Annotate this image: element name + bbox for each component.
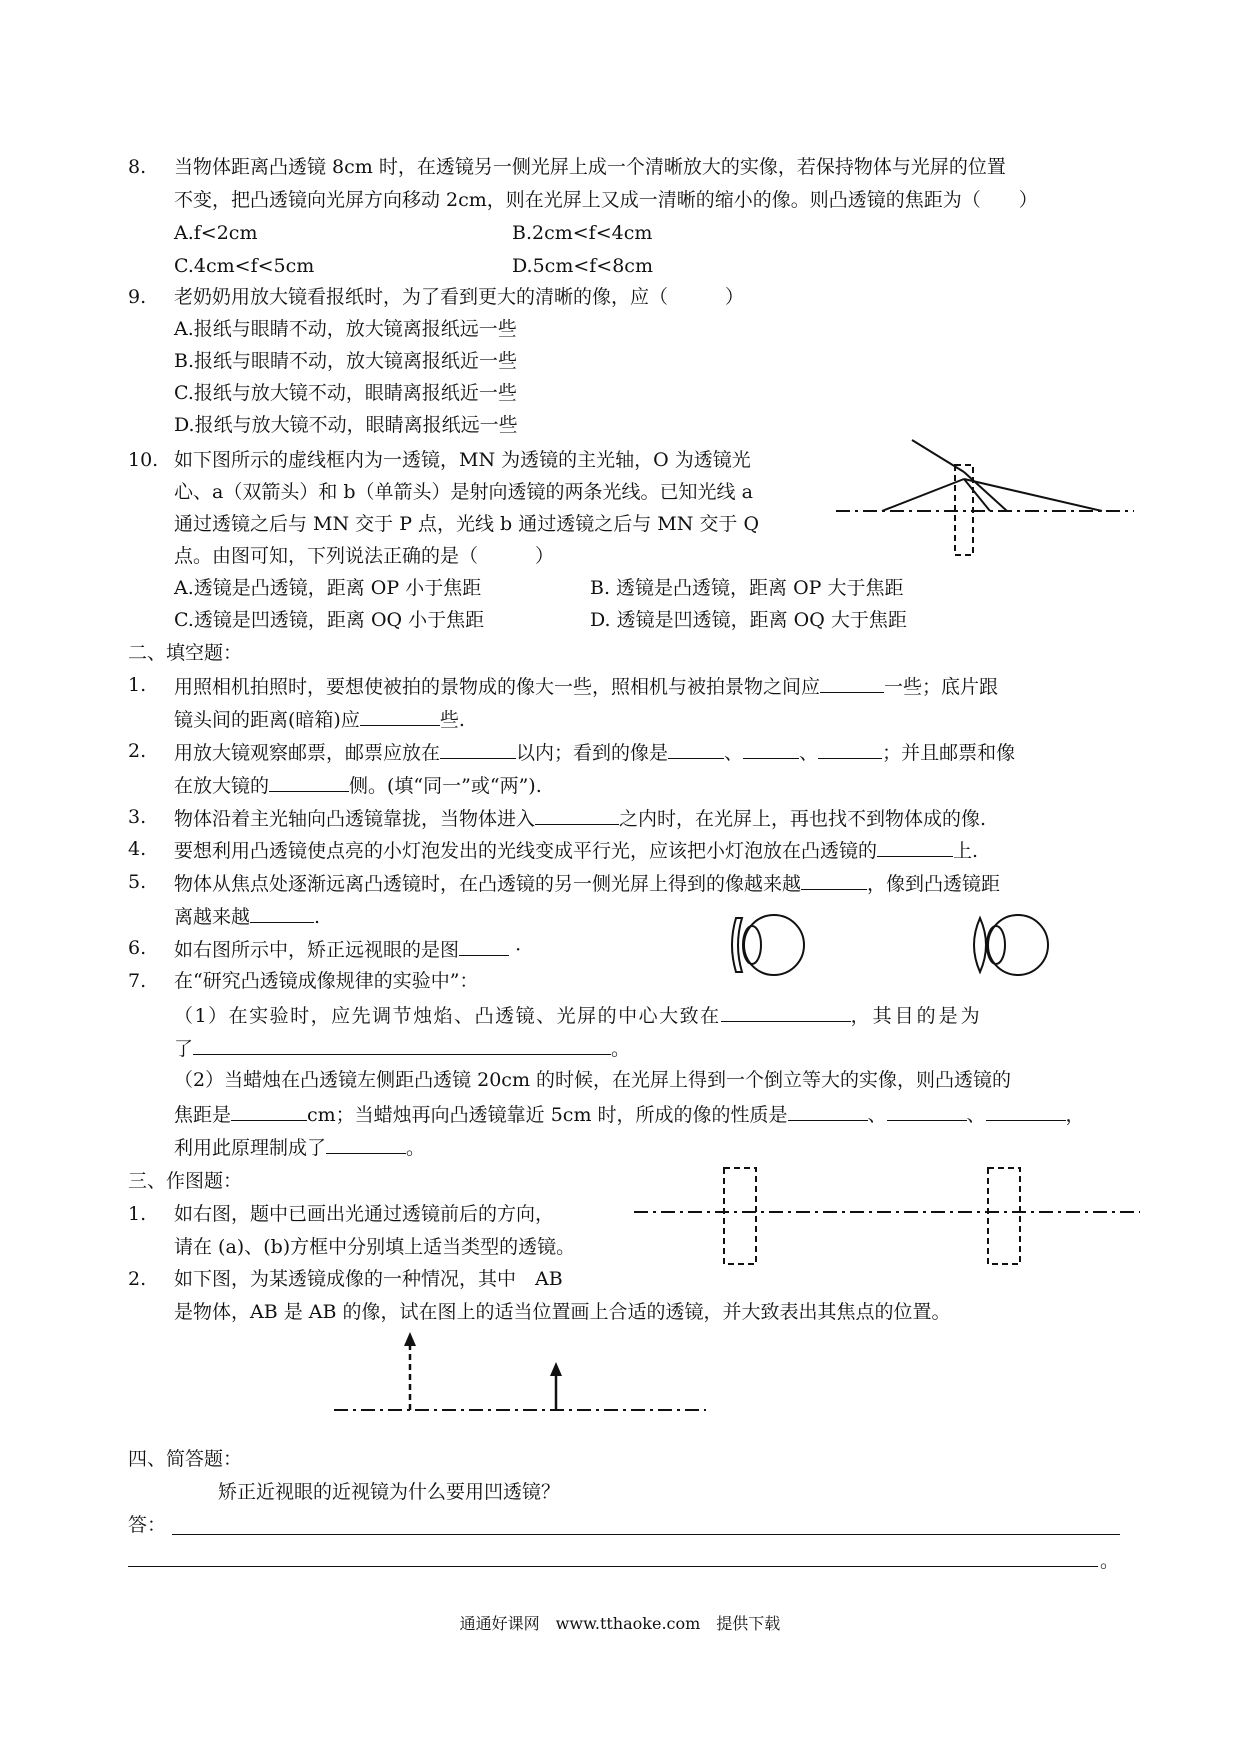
- s2q2-blank-1[interactable]: [440, 738, 516, 759]
- q10-option-c: C.透镜是凹透镜，距离 OQ 小于焦距: [174, 609, 485, 631]
- s2q2-blank-2[interactable]: [668, 738, 724, 759]
- s3q1-number: 1.: [128, 1203, 147, 1225]
- q9-option-a: A.报纸与眼睛不动，放大镜离报纸远一些: [174, 318, 517, 340]
- eye-lens: [987, 926, 1005, 964]
- s2q5-blank-1[interactable]: [801, 869, 867, 890]
- q10-option-b: B. 透镜是凸透镜，距离 OP 大于焦距: [590, 577, 904, 599]
- s2q5-text-d: .: [314, 906, 321, 928]
- s4-answer-label: 答：: [128, 1514, 167, 1536]
- s2q1-line2: [174, 705, 465, 733]
- s2q2-number: 2.: [128, 740, 147, 762]
- q10-lens-diagram: [830, 430, 1140, 560]
- s2q5-line1: [174, 869, 1000, 897]
- s2q2-text-d: 、: [799, 742, 819, 764]
- q9-option-c: C.报纸与放大镜不动，眼睛离报纸近一些: [174, 382, 517, 404]
- s2q1-line1: [174, 672, 998, 700]
- s2q3-text-b: 之内时，在光屏上，再也找不到物体成的像.: [619, 808, 987, 830]
- s2q7-text-p2g: 利用此原理制成了: [174, 1137, 327, 1159]
- s4-end-mark: 。: [1100, 1550, 1120, 1572]
- s2q2-line1: [174, 738, 1015, 766]
- s2q7-stem: 在“研究凸透镜成像规律的实验中”：: [174, 970, 479, 992]
- s2q7-text-p2c: cm；当蜡烛再向凸透镜靠近 5cm 时，所成的像的性质是: [307, 1104, 788, 1126]
- q10-option-d: D. 透镜是凹透镜，距离 OQ 大于焦距: [590, 609, 907, 631]
- s2q2-text-g: 侧。(填“同一”或“两”).: [349, 775, 542, 797]
- s2q5-number: 5.: [128, 871, 147, 893]
- section3-title: 三、作图题：: [128, 1170, 243, 1192]
- q10-option-a: A.透镜是凸透镜，距离 OP 小于焦距: [174, 577, 482, 599]
- q10-stem-line1: 如下图所示的虚线框内为一透镜，MN 为透镜的主光轴，O 为透镜光: [174, 449, 751, 471]
- s2q5-text-c: 离越来越: [174, 906, 251, 928]
- s2q3-number: 3.: [128, 806, 147, 828]
- s2q5-text-a: 物体从焦点处逐渐远离凸透镜时，在凸透镜的另一侧光屏上得到的像越来越: [174, 873, 802, 895]
- answer-line-1[interactable]: [172, 1534, 1120, 1535]
- s2q6-number: 6.: [128, 937, 147, 959]
- s3q2-object-image-diagram: [330, 1330, 710, 1430]
- s2q7-text-p1c: 了: [174, 1038, 194, 1060]
- s3q2-line2: 是物体，AB 是 AB 的像，试在图上的适当位置画上合适的透镜，并大致表出其焦点的位置。: [174, 1301, 951, 1323]
- q10-stem-line4: 点。由图可知，下列说法正确的是（ ）: [174, 545, 555, 567]
- q8-number: 8.: [128, 156, 147, 178]
- q8-option-a: A.f<2cm: [174, 222, 258, 244]
- s2q7-part2-line3: [174, 1133, 425, 1161]
- s3q1-line1: 如右图，题中已画出光通过透镜前后的方向，: [174, 1203, 555, 1225]
- q9-number: 9.: [128, 286, 147, 308]
- s2q3-text-a: 物体沿着主光轴向凸透镜靠拢，当物体进入: [174, 808, 536, 830]
- s2q4-text-a: 要想利用凸透镜使点亮的小灯泡发出的光线变成平行光，应该把小灯泡放在凸透镜的: [174, 840, 878, 862]
- q9-option-d: D.报纸与放大镜不动，眼睛离报纸远一些: [174, 414, 518, 436]
- s2q2-text-e: ；并且邮票和像: [882, 742, 1016, 764]
- s2q7-blank-6[interactable]: [986, 1100, 1066, 1121]
- s2q7-part1-line1: [174, 1001, 983, 1029]
- lens-box-a: [724, 1168, 756, 1264]
- s2q7-part1-line2: [174, 1034, 630, 1062]
- s2q4-text-b: 上.: [953, 840, 979, 862]
- s2q1-text-d: 些.: [439, 709, 465, 731]
- s2q2-text-c: 、: [724, 742, 744, 764]
- s2q3-blank[interactable]: [535, 804, 619, 825]
- s2q7-blank-2[interactable]: [193, 1034, 611, 1055]
- eye-with-concave-lens-figure: [722, 912, 812, 978]
- s2q4-line: [174, 836, 978, 864]
- q10-number: 10.: [128, 449, 159, 471]
- ray-b-outgoing: [964, 479, 1102, 511]
- eyeball: [988, 915, 1048, 975]
- s2q3-line: [174, 804, 986, 832]
- s2q5-blank-2[interactable]: [250, 902, 314, 923]
- s2q1-blank-1[interactable]: [820, 672, 884, 693]
- s2q7-blank-5[interactable]: [887, 1100, 967, 1121]
- ray-a-incoming: [912, 440, 964, 472]
- answer-line-2[interactable]: [128, 1566, 1098, 1567]
- eye-with-convex-lens-figure: [964, 912, 1054, 978]
- page-footer: 通通好课网 www.tthaoke.com 提供下载: [459, 1614, 781, 1633]
- lens-box-b: [988, 1168, 1020, 1264]
- s2q7-blank-7[interactable]: [326, 1133, 406, 1154]
- s2q7-text-p2f: ，: [1065, 1104, 1085, 1126]
- s2q7-blank-3[interactable]: [231, 1100, 307, 1121]
- s2q7-text-p2d: 、: [867, 1104, 887, 1126]
- s2q2-text-a: 用放大镜观察邮票，邮票应放在: [174, 742, 441, 764]
- q9-option-b: B.报纸与眼睛不动，放大镜离报纸近一些: [174, 350, 518, 372]
- s2q1-text-c: 镜头间的距离(暗箱)应: [174, 709, 360, 731]
- s3q1-line2: 请在 (a)、(b)方框中分别填上适当类型的透镜。: [174, 1236, 576, 1258]
- s2q6-line: [174, 935, 521, 963]
- s2q6-blank[interactable]: [459, 935, 509, 956]
- s4-question: 矫正近视眼的近视镜为什么要用凹透镜？: [218, 1481, 561, 1503]
- q8-stem-line2: 不变，把凸透镜向光屏方向移动 2cm，则在光屏上又成一清晰的缩小的像。则凸透镜的焦距为（ ）: [174, 189, 1038, 211]
- q8-option-c: C.4cm<f<5cm: [174, 255, 315, 277]
- s2q2-text-f: 在放大镜的: [174, 775, 270, 797]
- s2q7-text-p2e: 、: [966, 1104, 986, 1126]
- concave-lens-shape: [732, 918, 742, 972]
- s2q7-part2-line1: （2）当蜡烛在凸透镜左侧距凸透镜 20cm 的时候，在光屏上得到一个倒立等大的实像，则凸透镜的: [174, 1069, 1012, 1091]
- s2q5-text-b: ，像到凸透镜距: [867, 873, 1001, 895]
- s2q1-text-b: 一些；底片跟: [884, 676, 999, 698]
- s2q2-text-b: 以内；看到的像是: [516, 742, 669, 764]
- s3q2-line1: 如下图，为某透镜成像的一种情况，其中 AB: [174, 1268, 563, 1290]
- eyeball: [744, 915, 804, 975]
- s2q1-number: 1.: [128, 674, 147, 696]
- s2q5-line2: [174, 902, 320, 930]
- s2q7-text-p2b: 焦距是: [174, 1104, 232, 1126]
- s3q2-number: 2.: [128, 1268, 147, 1290]
- ray-b-incoming: [882, 479, 964, 511]
- s2q2-blank-4[interactable]: [818, 738, 882, 759]
- s2q1-blank-2[interactable]: [360, 705, 440, 726]
- section2-title: 二、填空题：: [128, 642, 243, 664]
- q10-stem-line3: 通过透镜之后与 MN 交于 P 点，光线 b 通过透镜之后与 MN 交于 Q: [174, 513, 760, 535]
- s2q6-text-b: ·: [515, 939, 522, 961]
- q8-option-b: B.2cm<f<4cm: [512, 222, 653, 244]
- s2q7-text-p1a: （1）在实验时，应先调节烛焰、凸透镜、光屏的中心大致在: [174, 1005, 721, 1027]
- image-arrowhead: [404, 1332, 416, 1346]
- s2q1-text-a: 用照相机拍照时，要想使被拍的景物成的像大一些，照相机与被拍景物之间应: [174, 676, 821, 698]
- s2q7-blank-1[interactable]: [721, 1001, 851, 1022]
- object-arrowhead: [550, 1362, 562, 1376]
- s3q1-lens-boxes-diagram: [632, 1160, 1142, 1270]
- s2q7-text-p1d: 。: [611, 1038, 631, 1060]
- s2q2-blank-5[interactable]: [269, 771, 349, 792]
- s2q4-blank[interactable]: [877, 836, 953, 857]
- eye-lens: [743, 926, 761, 964]
- s2q2-line2: [174, 771, 542, 799]
- s2q7-number: 7.: [128, 970, 147, 992]
- s2q7-blank-4[interactable]: [788, 1100, 868, 1121]
- s2q7-text-p1b: ，其目的是为: [850, 1005, 983, 1027]
- q10-stem-line2: 心、a（双箭头）和 b（单箭头）是射向透镜的两条光线。已知光线 a: [174, 481, 753, 503]
- convex-lens-shape: [974, 918, 986, 972]
- s2q7-part2-line2: [174, 1100, 1085, 1128]
- s2q6-text-a: 如右图所示中，矫正远视眼的是图: [174, 939, 460, 961]
- s2q4-number: 4.: [128, 838, 147, 860]
- s2q7-text-p2h: 。: [406, 1137, 426, 1159]
- q8-stem-line1: 当物体距离凸透镜 8cm 时，在透镜另一侧光屏上成一个清晰放大的实像，若保持物体与光屏的位置: [174, 156, 1006, 178]
- q9-stem: 老奶奶用放大镜看报纸时，为了看到更大的清晰的像，应（ ）: [174, 286, 745, 308]
- s2q2-blank-3[interactable]: [743, 738, 799, 759]
- q8-option-d: D.5cm<f<8cm: [512, 255, 653, 277]
- section4-title: 四、简答题：: [128, 1448, 243, 1470]
